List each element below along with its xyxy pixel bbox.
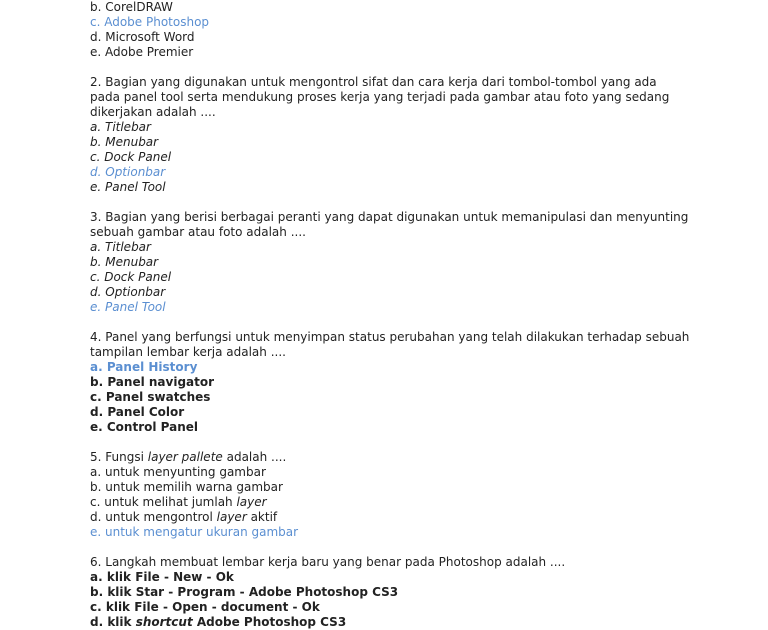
q4-option-b: b. Panel navigator bbox=[90, 375, 215, 389]
q1-option-b: b. CorelDRAW bbox=[90, 0, 173, 14]
q5-option-d: d. untuk mengontrol layer aktif bbox=[90, 510, 278, 524]
q3-question: 3. Bagian yang berisi berbagai peranti yang dapat digunakan untuk memanipulasi dan menyunting sebuah gambar atau foto adalah .... bbox=[90, 210, 689, 239]
q5-option-a: a. untuk menyunting gambar bbox=[90, 465, 266, 479]
q3-option-e-answer: e. Panel Tool bbox=[90, 300, 166, 314]
q4-option-a-answer: a. Panel History bbox=[90, 360, 198, 374]
q4-option-e: e. Control Panel bbox=[90, 420, 199, 434]
q5-option-e-answer: e. untuk mengatur ukuran gambar bbox=[90, 525, 299, 539]
q1-option-e: e. Adobe Premier bbox=[90, 45, 194, 59]
q5-option-b: b. untuk memilih warna gambar bbox=[90, 480, 283, 494]
q4-option-d: d. Panel Color bbox=[90, 405, 185, 419]
q5-question: 5. Fungsi layer pallete adalah .... bbox=[90, 450, 287, 464]
q3-option-a: a. Titlebar bbox=[90, 240, 151, 254]
q3-option-b: b. Menubar bbox=[90, 255, 159, 269]
q4-question: 4. Panel yang berfungsi untuk menyimpan status perubahan yang telah dilakukan terhadap sebuah tampilan lembar kerja adalah .... bbox=[90, 330, 690, 359]
q2-option-e: e. Panel Tool bbox=[90, 180, 166, 194]
q2-option-a: a. Titlebar bbox=[90, 120, 151, 134]
q4-option-c: c. Panel swatches bbox=[90, 390, 211, 404]
q6-option-b: b. klik Star - Program - Adobe Photoshop CS3 bbox=[90, 585, 399, 599]
q3-option-d: d. Optionbar bbox=[90, 285, 166, 299]
q3-option-c: c. Dock Panel bbox=[90, 270, 172, 284]
q1-option-d: d. Microsoft Word bbox=[90, 30, 195, 44]
q2-option-b: b. Menubar bbox=[90, 135, 159, 149]
q1-option-c-answer: c. Adobe Photoshop bbox=[90, 15, 210, 29]
q6-question: 6. Langkah membuat lembar kerja baru yang benar pada Photoshop adalah .... bbox=[90, 555, 566, 569]
q6-option-c: c. klik File - Open - document - Ok bbox=[90, 600, 320, 614]
q6-option-a: a. klik File - New - Ok bbox=[90, 570, 234, 584]
q2-option-d-answer: d. Optionbar bbox=[90, 165, 166, 179]
q5-option-c: c. untuk melihat jumlah layer bbox=[90, 495, 267, 509]
q6-option-d: d. klik shortcut Adobe Photoshop CS3 bbox=[90, 615, 347, 629]
q2-option-c: c. Dock Panel bbox=[90, 150, 172, 164]
q2-question: 2. Bagian yang digunakan untuk mengontrol sifat dan cara kerja dari tombol-tombol yang ada pada panel tool serta mendukung proses kerja yang terjadi pada gambar atau foto yang sedang dikerjakan adalah .... bbox=[90, 75, 670, 119]
